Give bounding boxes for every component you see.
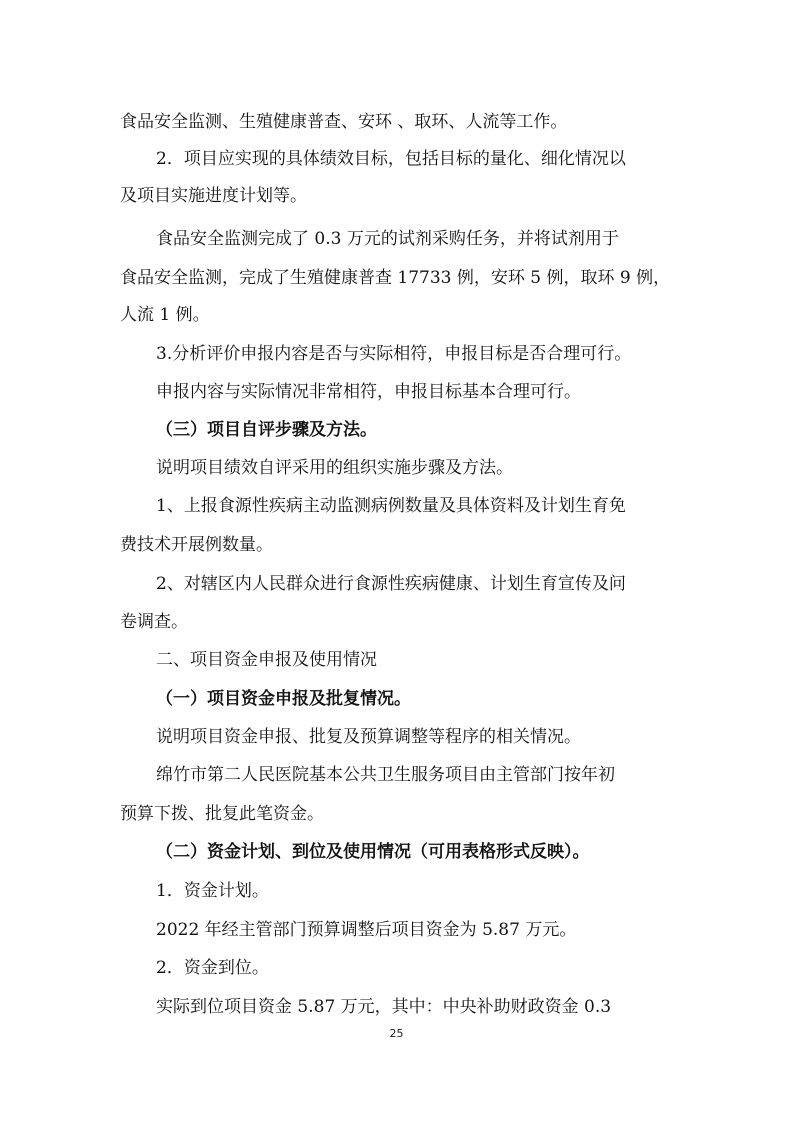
text-line: 人流 1 例。: [120, 305, 210, 325]
text-line: 绵竹市第二人民医院基本公共卫生服务项目由主管部门按年初: [156, 765, 615, 785]
text-line: 2．项目应实现的具体绩效目标，包括目标的量化、细化情况以: [156, 149, 626, 169]
page-number: 25: [389, 1027, 404, 1040]
text-line: 1、上报食源性疾病主动监测病例数量及具体资料及计划生育免: [156, 496, 626, 516]
text-line: 2、对辖区内人民群众进行食源性疾病健康、计划生育宣传及问: [156, 574, 626, 594]
section-heading: （二）资金计划、到位及使用情况（可用表格形式反映）。: [156, 842, 590, 862]
text-line: 2．资金到位。: [156, 958, 269, 978]
text-line: 实际到位项目资金 5.87 万元，其中：中央补助财政资金 0.3: [156, 997, 612, 1017]
section-heading: （三）项目自评步骤及方法。: [156, 420, 377, 440]
text-line: 说明项目绩效自评采用的组织实施步骤及方法。: [156, 458, 513, 478]
text-line: 费技术开展例数量。: [120, 535, 273, 555]
text-line: 食品安全监测、生殖健康普查、安环 、取环、人流等工作。: [120, 112, 568, 132]
section-heading: 二、项目资金申报及使用情况: [156, 650, 377, 670]
text-line: 1．资金计划。: [156, 881, 269, 901]
text-line: 及项目实施进度计划等。: [120, 186, 307, 206]
text-line: 卷调查。: [120, 612, 188, 632]
text-line: 2022 年经主管部门预算调整后项目资金为 5.87 万元。: [156, 920, 577, 940]
text-line: 预算下拨、批复此笔资金。: [120, 804, 324, 824]
section-heading: （一）项目资金申报及批复情况。: [156, 689, 411, 709]
text-line: 申报内容与实际情况非常相符，申报目标基本合理可行。: [156, 382, 581, 402]
text-line: 食品安全监测，完成了生殖健康普查 17733 例，安环 5 例，取环 9 例，: [120, 268, 671, 288]
text-line: 食品安全监测完成了 0.3 万元的试剂采购任务，并将试剂用于: [156, 229, 619, 249]
text-line: 3.分析评价申报内容是否与实际相符，申报目标是否合理可行。: [156, 344, 632, 364]
text-line: 说明项目资金申报、批复及预算调整等程序的相关情况。: [156, 727, 581, 747]
